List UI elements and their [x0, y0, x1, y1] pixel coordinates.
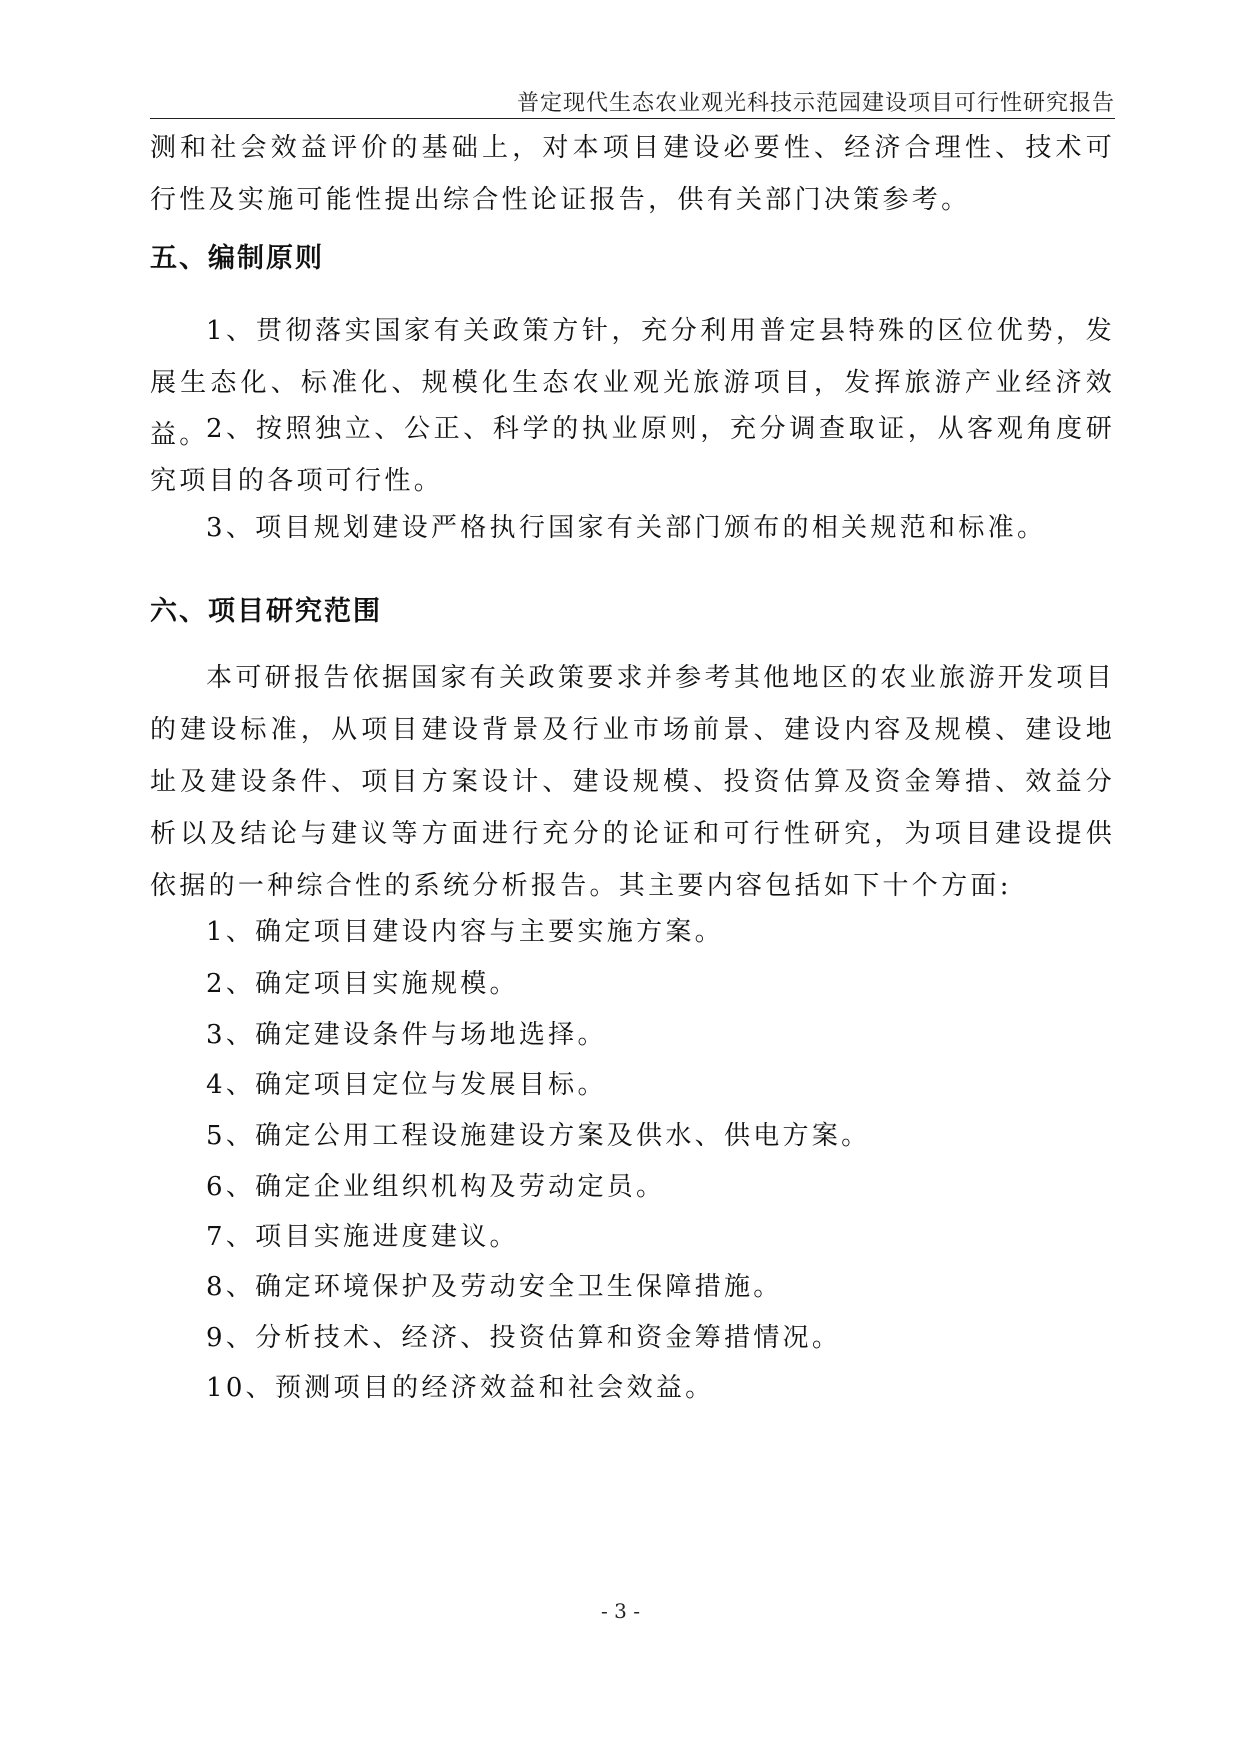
- running-header: [150, 86, 1115, 119]
- scope-paragraph: 本可研报告依据国家有关政策要求并参考其他地区的农业旅游开发项目的建设标准，从项目建设背景及行业市场前景、建设内容及规模、建设地址及建设条件、项目方案设计、建设规模、投资估算及资金筹措、效益分析以及结论与建议等方面进行充分的论证和可行性研究，为项目建设提供依据的一种综合性的系统分析报告。其主要内容包括如下十个方面:: [150, 663, 1115, 901]
- scope-item-5: 5、确定公用工程设施建设方案及供水、供电方案。: [206, 1121, 871, 1151]
- scope-item-9: 9、分析技术、经济、投资估算和资金筹措情况。: [206, 1323, 842, 1353]
- document-title: 普定现代生态农业观光科技示范园建设项目可行性研究报告: [516, 91, 1115, 116]
- principle-item-2: 2、按照独立、公正、科学的执业原则，充分调查取证，从客观角度研究项目的各项可行性。: [150, 414, 1115, 496]
- intro-paragraph: 测和社会效益评价的基础上，对本项目建设必要性、经济合理性、技术可行性及实施可能性提出综合性论证报告，供有关部门决策参考。: [150, 133, 1115, 215]
- scope-item-6: 6、确定企业组织机构及劳动定员。: [206, 1172, 666, 1202]
- scope-item-2: 2、确定项目实施规模。: [206, 969, 519, 999]
- scope-item-10: 10、预测项目的经济效益和社会效益。: [206, 1373, 715, 1403]
- section-heading-scope: 六、项目研究范围: [150, 596, 382, 627]
- scope-item-3: 3、确定建设条件与场地选择。: [206, 1020, 607, 1050]
- principle-item-3: 3、项目规划建设严格执行国家有关部门颁布的相关规范和标准。: [206, 513, 1047, 543]
- section-heading-principles: 五、编制原则: [150, 243, 324, 274]
- scope-item-1: 1、确定项目建设内容与主要实施方案。: [206, 917, 724, 947]
- scope-item-8: 8、确定环境保护及劳动安全卫生保障措施。: [206, 1272, 783, 1302]
- page-number: - 3 -: [601, 1599, 640, 1623]
- scope-item-7: 7、项目实施进度建议。: [206, 1222, 519, 1252]
- principle-item-1: 1、贯彻落实国家有关政策方针，充分利用普定县特殊的区位优势，发展生态化、标准化、规模化生态农业观光旅游项目，发挥旅游产业经济效益。: [150, 316, 1115, 450]
- scope-item-4: 4、确定项目定位与发展目标。: [206, 1070, 607, 1100]
